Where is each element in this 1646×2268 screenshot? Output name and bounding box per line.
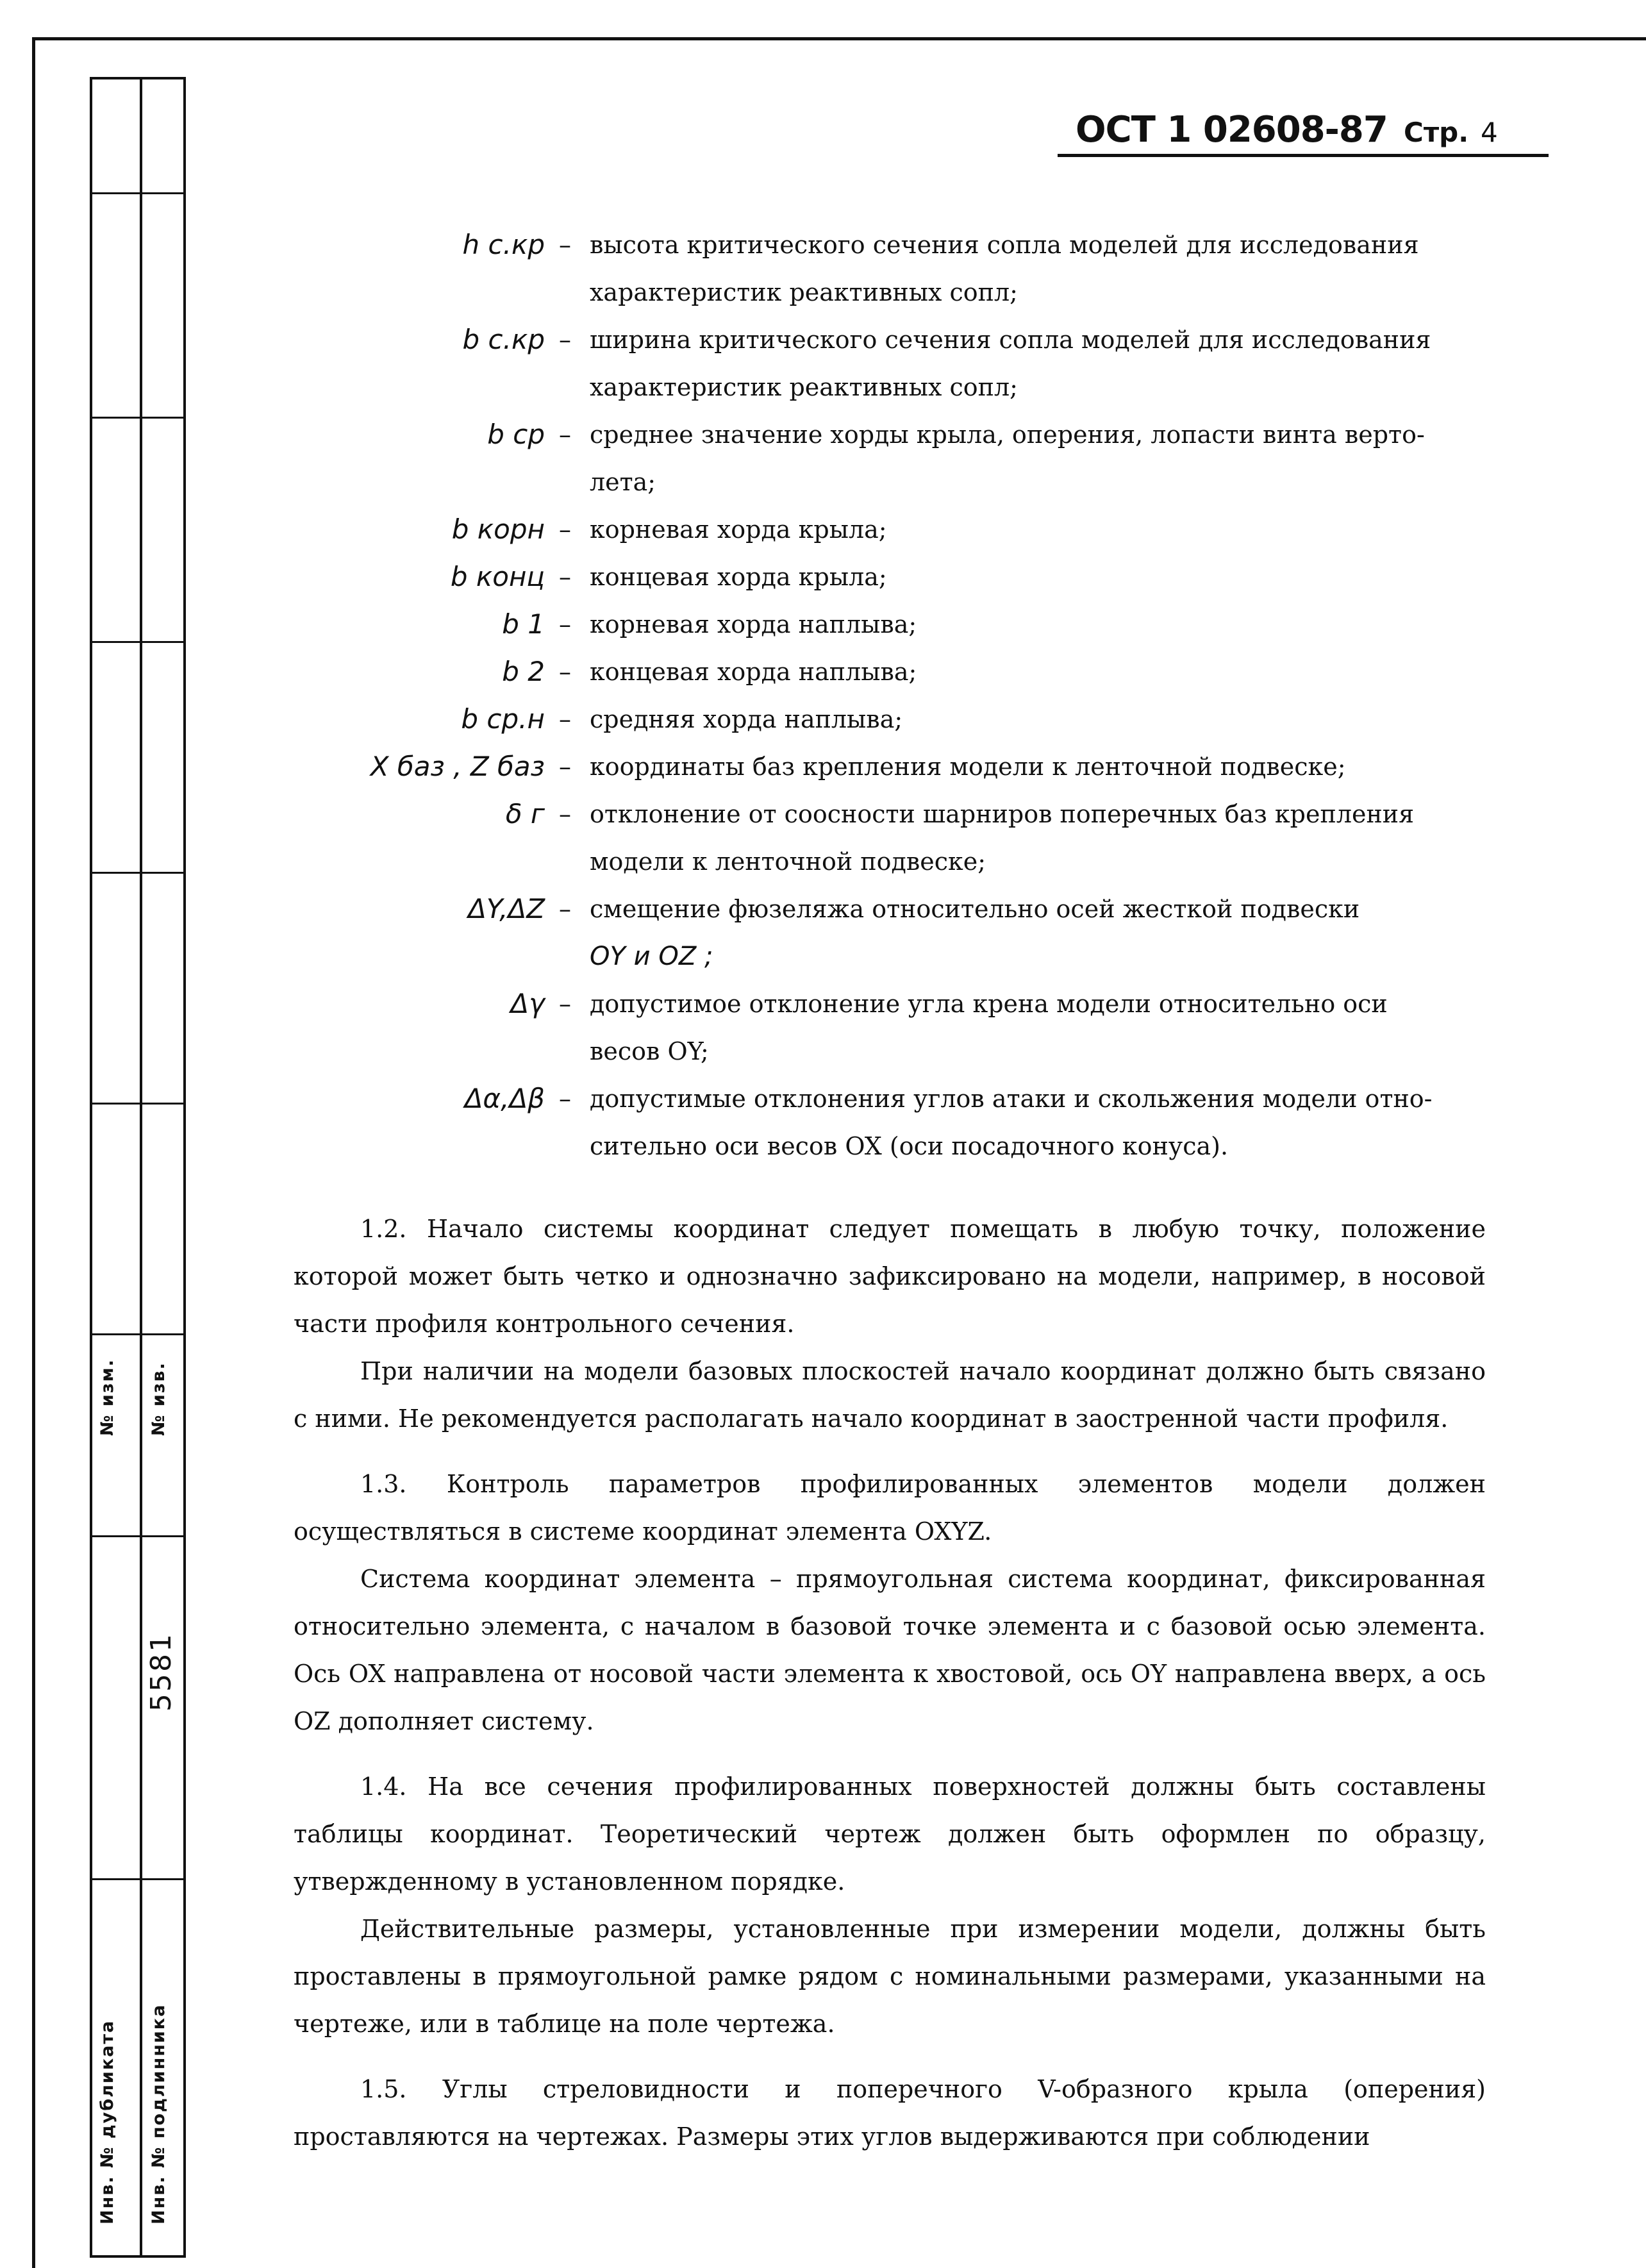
body-text	[294, 1205, 1486, 2160]
paragraph-1-4: 1.4. На все сечения профилированных поверхностей должны быть составлены таблицы координат. Теоретический чертеж должен быть оформлен по образцу, утвержденному в установленном порядке.	[294, 1772, 1486, 1896]
paragraph: Система координат элемента – прямоугольная система координат, фиксированная относительно элемента, с началом в базовой точке элемента и с базовой осью элемента. Ось OX направлена от носовой части элемента к хвостовой, ось OY направлена вверх, а ось OZ дополняет систему.	[294, 1565, 1486, 1735]
definition-symbol: ΔY,ΔZ	[468, 893, 545, 924]
definition-item: b корн – корневая хорда крыла;	[301, 506, 1551, 553]
definition-line: модели к ленточной подвеске;	[590, 847, 986, 876]
definition-line: весов OY;	[590, 1037, 709, 1065]
change-number-label: № изм.	[97, 1358, 117, 1436]
notice-number-label: № изв.	[149, 1362, 169, 1436]
header-rule	[1058, 154, 1549, 157]
definition-item: b 2 – концевая хорда наплыва;	[301, 648, 1551, 696]
margin-grid-line	[90, 641, 186, 643]
definition-symbol: b конц	[450, 561, 545, 592]
definition-item: b 1 – корневая хорда наплыва;	[301, 601, 1551, 648]
definition-item: X баз , Z баз – координаты баз крепления модели к ленточной подвеске;	[301, 743, 1551, 790]
definition-symbol: b 1	[502, 608, 545, 640]
paragraph-1-2: 1.2. Начало системы координат следует помещать в любую точку, положение которой может быть четко и однозначно зафиксировано на модели, например, в носовой части профиля контрольного сечения.	[294, 1215, 1486, 1338]
definition-line: смещение фюзеляжа относительно осей жесткой подвески	[590, 895, 1360, 923]
definition-line: отклонение от соосности шарниров поперечных баз крепления	[590, 800, 1415, 828]
margin-grid-line	[90, 1103, 186, 1105]
definition-symbol: X баз , Z баз	[370, 751, 545, 782]
page-label: Стр.	[1404, 117, 1469, 148]
margin-grid-line	[90, 417, 186, 419]
definition-symbol: b ср.н	[461, 703, 545, 735]
duplicate-inventory-label: Инв. № дубликата	[97, 2019, 117, 2224]
definition-line: корневая хорда наплыва;	[590, 610, 917, 638]
definition-line: концевая хорда наплыва;	[590, 658, 917, 686]
paragraph-1-5: 1.5. Углы стреловидности и поперечного V-образного крыла (оперения) проставляются на чертежах. Размеры этих углов выдерживаются при соблюдении	[294, 2075, 1486, 2151]
definition-symbol: b ср	[487, 419, 545, 450]
definition-line: координаты баз крепления модели к ленточной подвеске;	[590, 753, 1346, 781]
definition-line: OY и OZ ;	[590, 942, 713, 971]
definition-line: высота критического сечения сопла моделей для исследования	[590, 231, 1419, 259]
definition-line: корневая хорда крыла;	[590, 515, 887, 544]
definition-item: ΔY,ΔZ – смещение фюзеляжа относительно осей жесткой подвески OY и OZ ;	[301, 885, 1551, 980]
original-inventory-label: Инв. № подлинника	[149, 2003, 169, 2224]
definition-line: концевая хорда крыла;	[590, 563, 887, 591]
margin-stamp	[90, 77, 186, 2258]
margin-stamp-divider	[140, 77, 142, 2258]
definition-item: b ср – среднее значение хорды крыла, оперения, лопасти винта верто- лета;	[301, 411, 1551, 506]
definition-symbol: h c.кр	[462, 229, 545, 260]
paragraph: При наличии на модели базовых плоскостей начало координат должно быть связано с ними. Не рекомендуется располагать начало координат в заостренной части профиля.	[294, 1357, 1486, 1433]
paragraph-1-3: 1.3. Контроль параметров профилированных элементов модели должен осуществляться в системе координат элемента OXYZ.	[294, 1470, 1486, 1546]
page-header	[1058, 109, 1549, 164]
definition-line: характеристик реактивных сопл;	[590, 278, 1018, 306]
margin-grid-line	[90, 1535, 186, 1537]
definition-line: ширина критического сечения сопла моделей для исследования	[590, 326, 1431, 354]
definition-symbol: b 2	[502, 656, 545, 687]
definition-symbol: δ г	[505, 798, 545, 830]
document-code: ОСТ 1 02608-87	[1076, 109, 1388, 151]
definition-item: h c.кр – высота критического сечения сопла моделей для исследования характеристик реактивных сопл;	[301, 221, 1551, 316]
definition-item: Δγ – допустимое отклонение угла крена модели относительно оси весов OY;	[301, 980, 1551, 1075]
definition-item: Δα,Δβ – допустимые отклонения углов атаки и скольжения модели отно- сительно оси весов OX (оси посадочного конуса).	[301, 1075, 1551, 1170]
definition-symbol: b корн	[451, 513, 545, 545]
definition-line: лета;	[590, 468, 656, 496]
margin-grid-line	[90, 192, 186, 194]
definition-line: среднее значение хорды крыла, оперения, лопасти винта верто-	[590, 421, 1425, 449]
paragraph: Действительные размеры, установленные при измерении модели, должны быть проставлены в прямоугольной рамке рядом с номинальными размерами, указанными на чертеже, или в таблице на поле чертежа.	[294, 1915, 1486, 2038]
margin-grid-line	[90, 1878, 186, 1880]
definition-symbol: b c.кр	[462, 324, 545, 355]
definition-symbol: Δα,Δβ	[464, 1083, 545, 1114]
definition-item: b конц – концевая хорда крыла;	[301, 553, 1551, 601]
definition-line: допустимое отклонение угла крена модели относительно оси	[590, 990, 1388, 1018]
page-number: 4	[1481, 117, 1498, 148]
definition-item: b ср.н – средняя хорда наплыва;	[301, 696, 1551, 743]
symbol-definitions	[301, 221, 1551, 1170]
definition-line: сительно оси весов OX (оси посадочного конуса).	[590, 1132, 1229, 1160]
original-inventory-number: 5581	[145, 1632, 178, 1712]
margin-grid-line	[90, 1333, 186, 1335]
definition-line: средняя хорда наплыва;	[590, 705, 903, 733]
definition-line: допустимые отклонения углов атаки и скольжения модели отно-	[590, 1085, 1433, 1113]
definition-item: b c.кр – ширина критического сечения сопла моделей для исследования характеристик реактивных сопл;	[301, 316, 1551, 411]
definition-symbol: Δγ	[510, 988, 545, 1019]
definition-item: δ г – отклонение от соосности шарниров поперечных баз крепления модели к ленточной подвеске;	[301, 790, 1551, 885]
margin-grid-line	[90, 872, 186, 874]
definition-line: характеристик реактивных сопл;	[590, 373, 1018, 401]
